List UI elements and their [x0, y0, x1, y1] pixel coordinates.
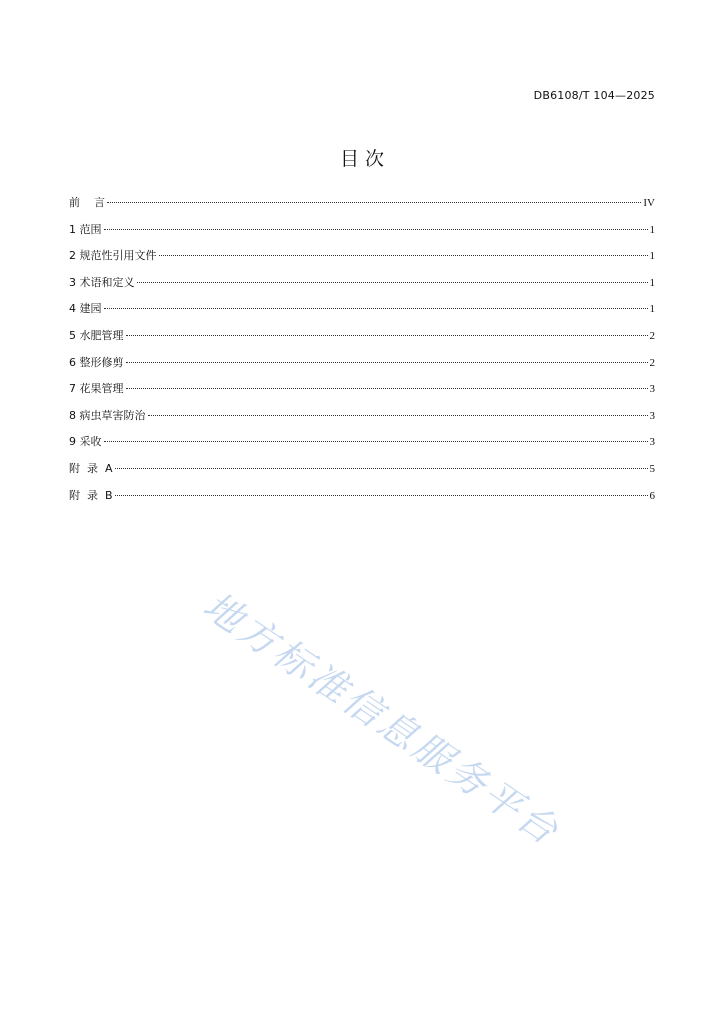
toc-item-label[interactable]: 8 病虫草害防治 — [69, 408, 146, 422]
toc-item-label[interactable]: 附 录 B — [69, 488, 113, 502]
toc-item-appendix-a[interactable] — [69, 460, 655, 487]
dot-leader — [104, 441, 648, 442]
toc-item-label[interactable]: 7 花果管理 — [69, 382, 124, 396]
toc-item-pruning[interactable] — [69, 354, 655, 381]
dot-leader — [137, 282, 648, 283]
toc-item-foreword[interactable] — [69, 194, 655, 221]
toc-page-number: 1 — [649, 276, 655, 289]
toc-item-label[interactable]: 4 建园 — [69, 302, 102, 316]
toc-page-number: 2 — [649, 356, 655, 369]
toc-item-appendix-b[interactable] — [69, 487, 655, 514]
dot-leader — [107, 202, 641, 203]
dot-leader — [126, 335, 648, 336]
toc-item-pest-control[interactable] — [69, 407, 655, 434]
dot-leader — [159, 255, 648, 256]
toc-page-number: 3 — [649, 409, 655, 422]
toc-item-orchard-establishment[interactable] — [69, 300, 655, 327]
toc-item-harvest[interactable] — [69, 433, 655, 460]
toc-item-flower-fruit[interactable] — [69, 380, 655, 407]
toc-item-label[interactable]: 5 水肥管理 — [69, 328, 124, 342]
table-of-contents — [69, 194, 655, 513]
toc-page-number: 1 — [649, 250, 655, 263]
toc-page-number: 3 — [649, 436, 655, 449]
dot-leader — [126, 362, 648, 363]
toc-item-terms-definitions[interactable] — [69, 274, 655, 301]
watermark: 地方标准信息服务平台 — [195, 583, 569, 855]
toc-item-label[interactable]: 6 整形修剪 — [69, 355, 124, 369]
toc-item-label[interactable]: 1 范围 — [69, 222, 102, 236]
document-code: DB6108/T 104—2025 — [533, 89, 655, 102]
toc-page-number: 2 — [649, 329, 655, 342]
dot-leader — [115, 495, 648, 496]
toc-item-label[interactable]: 附 录 A — [69, 461, 113, 475]
toc-item-label[interactable]: 前 言 — [69, 196, 105, 209]
toc-page-number: IV — [643, 197, 655, 209]
toc-item-label[interactable]: 3 术语和定义 — [69, 275, 135, 289]
page-title: 目 次 — [339, 148, 385, 170]
toc-item-label[interactable]: 2 规范性引用文件 — [69, 249, 157, 263]
toc-page-number: 6 — [649, 489, 655, 502]
toc-item-water-fertilizer[interactable] — [69, 327, 655, 354]
toc-item-normative-references[interactable] — [69, 247, 655, 274]
dot-leader — [115, 468, 648, 469]
dot-leader — [104, 308, 648, 309]
dot-leader — [148, 415, 648, 416]
toc-item-scope[interactable] — [69, 221, 655, 248]
toc-item-label[interactable]: 9 采收 — [69, 435, 102, 449]
toc-page-number: 3 — [649, 383, 655, 396]
toc-page-number: 1 — [649, 303, 655, 316]
dot-leader — [126, 388, 648, 389]
toc-page-number: 5 — [649, 462, 655, 475]
dot-leader — [104, 229, 648, 230]
toc-page-number: 1 — [649, 223, 655, 236]
